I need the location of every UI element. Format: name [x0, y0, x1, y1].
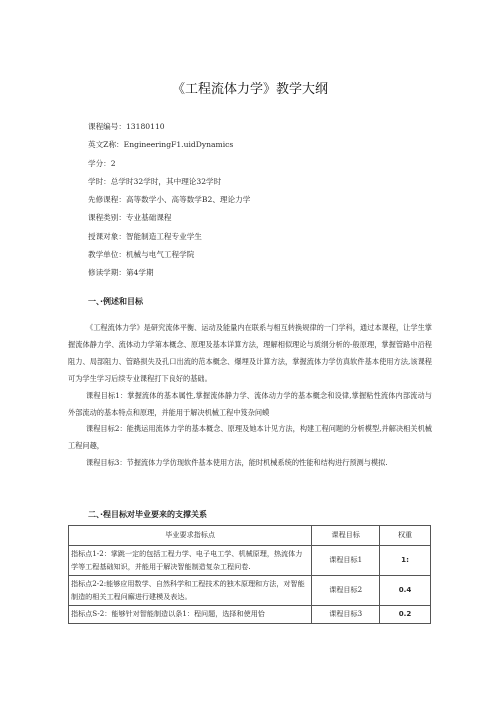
support-table [68, 525, 431, 624]
semester: 修读学期：第4学期 [88, 268, 154, 278]
course-code: 课程编号：13180110 [88, 122, 165, 131]
header-goal: 课程目标 [312, 526, 380, 546]
indicator-cell: 指标点2-2:能够应用数学、自然科学和工程技术的独木原理和方法，对智能制造的相关工程问廨进行建模及表达。 [69, 576, 312, 606]
section-1-heading: 一、·例述和目标 [88, 297, 144, 306]
indicator-cell: 指标点S-2：能够针对智能制造以条1：程问题，选择和使用恰 [69, 606, 312, 624]
section-2-heading: 二、·程目标对毕业要来的支撑关系 [88, 510, 208, 519]
table-row [69, 606, 431, 624]
overview-paragraph: 《工程流体力学》是研究流体平衡、运动及能量内在联系与相互转换规律的一门学科，通过本课程，让学生掌握流体静力学、流体动力学第本概念、原理及基本详算方法，理解相似理论与质纲分析的-般原理，掌握管路中沿程阻力、局部阻力、管路损失及孔口出流的范本概念、爆埋及计算方法，掌握流体力学仿真软件基本使用方法,该课程可为学生学习后续专业课程打下良好的基础。 [68, 323, 432, 383]
section-1-body [68, 320, 432, 472]
goal-1-paragraph: 课程目标1：掌握流体的基本属性,掌握流体静力学、流体动力学的基本概念和设律,掌握粘性流体内部流动与外部流动的基本特点和原理，并能用于解决机械工程中笈杂问蟆 [68, 390, 432, 417]
document-title: 《工程流体力学》教学大纲 [171, 82, 328, 97]
goal-cell: 课程目标3 [312, 606, 380, 624]
english-name: 英文Z称：EngineeringF1.uidDynamics [88, 140, 234, 150]
goal-cell: 课程目标2 [312, 576, 380, 606]
course-info [88, 118, 428, 283]
goal-2-paragraph: 课程目标2：能携运用流体力学的基本概念、原理及她本计见方法，构建工程问题的分析模型,并解决相关机械工程问趣， [68, 424, 432, 451]
weight-cell: 0.4 [380, 576, 431, 606]
table-header-row [69, 526, 431, 546]
credits: 学分：2 [88, 158, 116, 168]
table-row [69, 546, 431, 576]
teaching-unit: 教学单位：机械与电气工程学院 [88, 250, 195, 260]
indicator-cell: 指标点1-2：掌跳一定的包括工程力学、电子电工学、机械原理，热流体力学等工程基础知识，并能用于解决智能制造复杂工程问卷. [69, 546, 312, 576]
goal-3-paragraph: 课程目标3：节握流体力学仿现软件基本使用方法，能时机械系统的性能和结构进行预测与模拟. [86, 458, 388, 468]
header-weight: 权重 [380, 526, 431, 546]
goal-cell: 课程目标1 [312, 546, 380, 576]
header-indicator: 毕业要求指标点 [69, 526, 312, 546]
hours: 学时：总学时32学时，其中理论32学时 [88, 176, 222, 186]
audience: 授课对象：智能制造工程专业学生 [88, 231, 202, 241]
prerequisites: 先修课程：高等数学小、高等数学B2、理论力学 [88, 195, 251, 205]
course-category: 课程类别：专业基础课程 [88, 213, 172, 223]
weight-cell: 1: [380, 546, 431, 576]
table-row [69, 576, 431, 606]
weight-cell: 0.2 [380, 606, 431, 624]
